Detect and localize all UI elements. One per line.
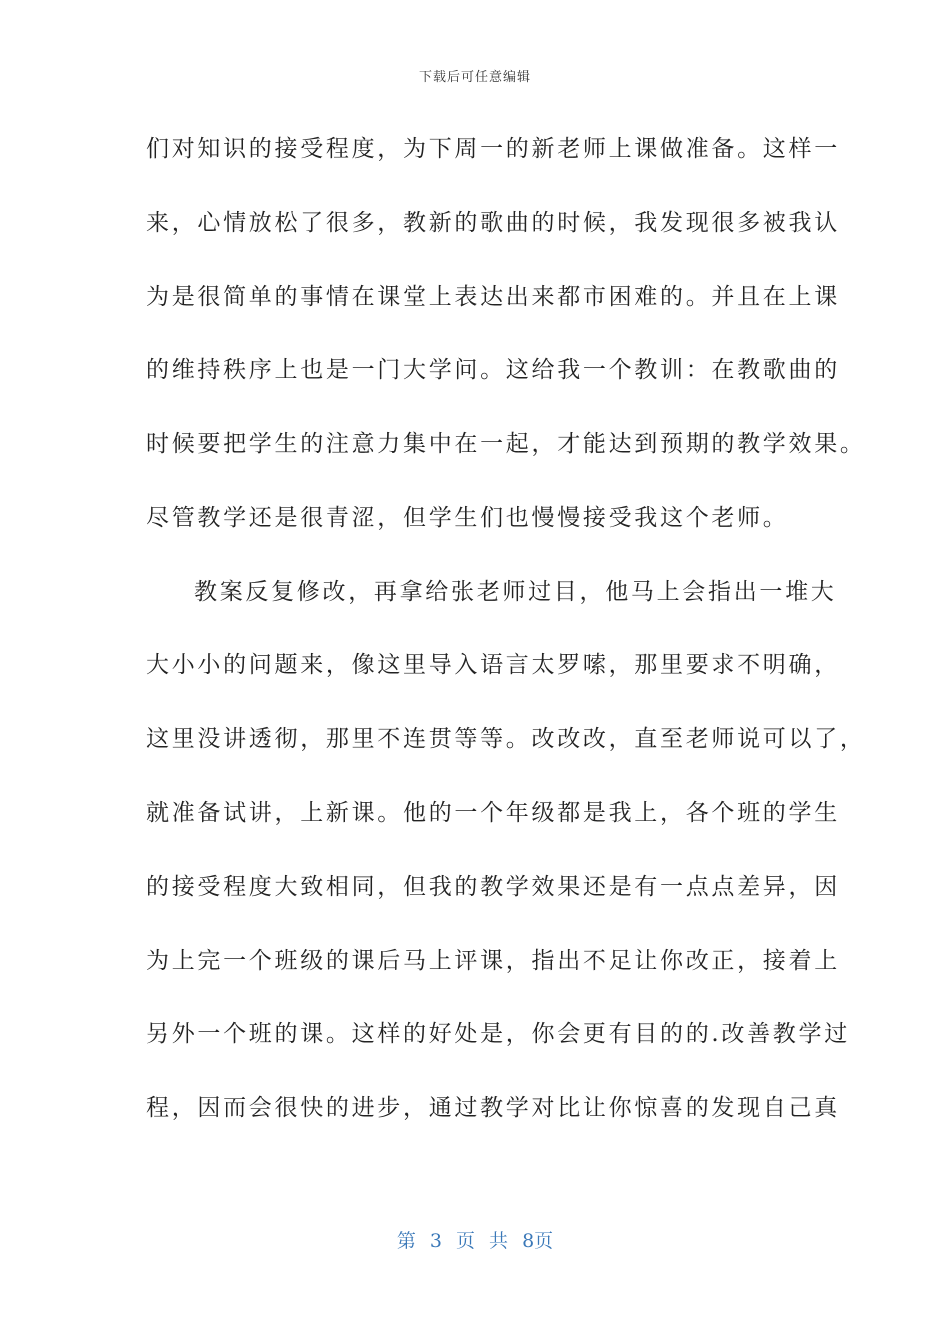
page-number-footer: 第 3 页 共 8页	[396, 1230, 554, 1252]
text-line: 们对知识的接受程度，为下周一的新老师上课做准备。这样一	[146, 136, 840, 162]
text-line: 的维持秩序上也是一门大学问。这给我一个教训：在教歌曲的	[146, 357, 840, 383]
text-line: 就准备试讲，上新课。他的一个年级都是我上，各个班的学生	[146, 800, 840, 826]
text-line: 为上完一个班级的课后马上评课，指出不足让你改正，接着上	[146, 948, 840, 974]
text-line: 尽管教学还是很青涩，但学生们也慢慢接受我这个老师。	[146, 505, 789, 531]
text-line: 的接受程度大致相同，但我的教学效果还是有一点点差异，因	[146, 874, 840, 900]
paragraph-first-line: 教案反复修改，再拿给张老师过目，他马上会指出一堆大	[194, 579, 837, 605]
text-line: 来，心情放松了很多，教新的歌曲的时候，我发现很多被我认	[146, 210, 840, 236]
page-header: 下载后可任意编辑	[418, 70, 531, 85]
text-line: 程，因而会很快的进步，通过教学对比让你惊喜的发现自己真	[146, 1095, 840, 1121]
text-line: 另外一个班的课。这样的好处是，你会更有目的的.改善教学过	[146, 1021, 850, 1047]
text-line: 为是很简单的事情在课堂上表达出来都市困难的。并且在上课	[146, 284, 840, 310]
text-line: 这里没讲透彻，那里不连贯等等。改改改，直至老师说可以了，	[146, 726, 866, 752]
text-line: 大小小的问题来，像这里导入语言太罗嗦，那里要求不明确，	[146, 652, 840, 678]
text-line: 时候要把学生的注意力集中在一起，才能达到预期的教学效果。	[146, 431, 866, 457]
